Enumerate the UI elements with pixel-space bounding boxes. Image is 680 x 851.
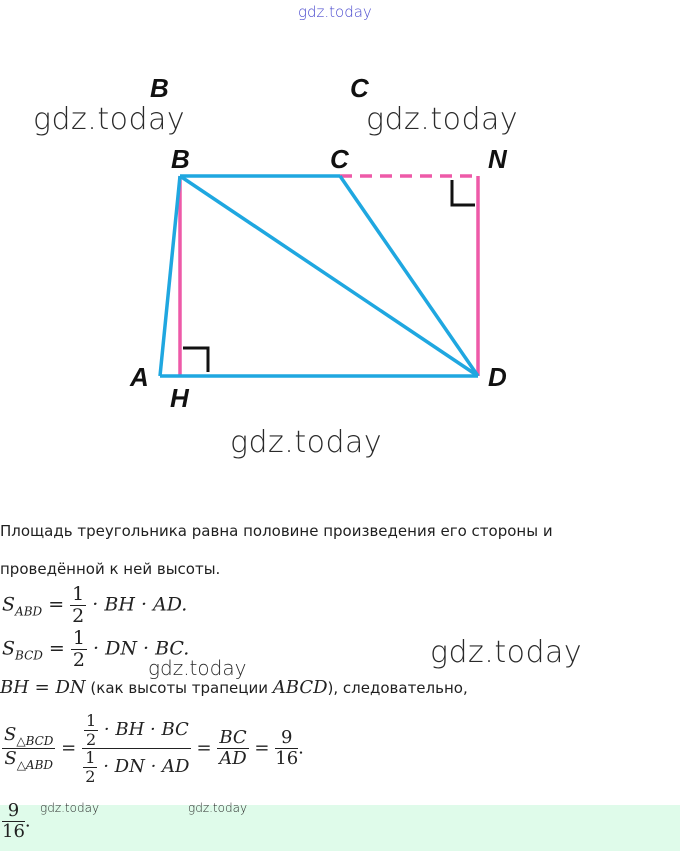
label-b: B [171, 144, 190, 174]
label-h: H [170, 383, 189, 410]
answer-value: $\frac{9}{16}$ . [2, 800, 31, 842]
label-b-top: B [150, 73, 169, 103]
formula-s-bcd: $S_{BCD}$ = $\frac{1}{2}$ · DN · BC. [2, 627, 190, 671]
right-angle-h-icon [183, 348, 208, 372]
rule-text-line1: Площадь треугольника равна половине произведения его стороны и [0, 522, 553, 540]
right-angle-n-icon [452, 180, 475, 205]
formula-s-abd: $S_{ABD}$ = $\frac{1}{2}$ · BH · AD. [2, 583, 188, 627]
watermark: gdz.today [148, 656, 247, 680]
label-c-top: C [350, 73, 369, 103]
diagonal-bd [180, 176, 478, 376]
side-ab [160, 176, 180, 376]
watermark: gdz.today [298, 3, 372, 21]
watermark: gdz.today [430, 635, 583, 670]
label-c: C [330, 144, 349, 174]
watermark: gdz.today [230, 425, 383, 460]
watermark: gdz.today [40, 801, 100, 815]
watermark: gdz.today [188, 801, 248, 815]
label-a: A [130, 362, 149, 392]
trapezoid-figure [0, 60, 680, 410]
label-d: D [488, 362, 507, 392]
watermark: gdz.today [33, 102, 186, 137]
answer-box [0, 800, 680, 851]
rule-text-line2: проведённой к ней высоты. [0, 560, 221, 578]
formula-area-ratio: $\frac{S_{\triangle BCD}}{S_{\triangle ABD}}$ = $\frac{1}{2}$ · BH · BC $\frac{1}{2}$ · DN · AD = $\frac{BC}{AD}$ = $\frac{9}{16}$ . [4, 711, 304, 786]
watermark: gdz.today [366, 102, 519, 137]
label-n: N [488, 144, 507, 174]
heights-equal-line: BH = DN (как высоты трапеции ABCD), следовательно, [0, 677, 468, 698]
